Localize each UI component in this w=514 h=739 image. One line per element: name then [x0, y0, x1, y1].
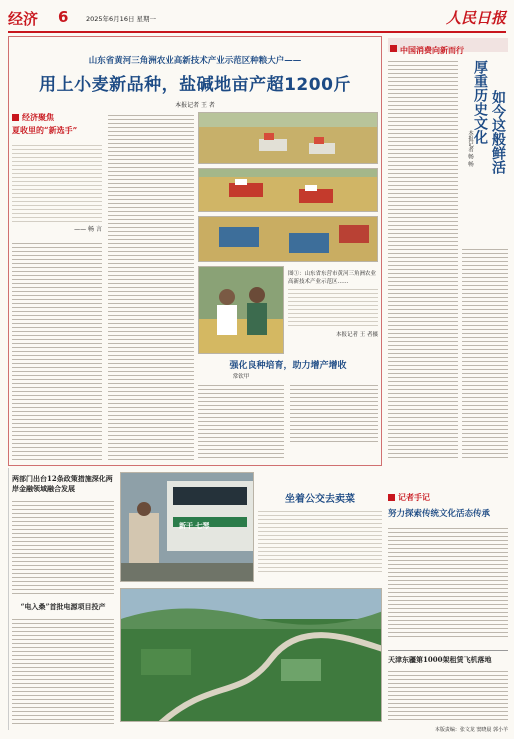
- right-column-tag: 中国消费向新而行: [388, 38, 508, 52]
- lead-body-col-4: [290, 382, 378, 442]
- brief-rule: [388, 650, 508, 651]
- square-bullet-icon: [12, 114, 19, 121]
- photo-bus-passengers: [120, 472, 254, 582]
- story2-title: “电入桑”首批电源项目投产: [20, 602, 106, 611]
- bus-route-label: 新干 七琴: [179, 521, 210, 530]
- photo-combine-harvesters: [198, 168, 378, 212]
- photo-wheat-trucks: [198, 216, 378, 262]
- photo-credit: 本报记者 王 者摄: [336, 332, 378, 338]
- reporter-notes-text: [388, 525, 508, 637]
- photo-harvest-field: [198, 112, 378, 164]
- square-bullet-icon: [388, 494, 395, 501]
- side-column-title: 夏收里的“新选手”: [12, 125, 78, 135]
- side-column-tag: 经济聚焦: [12, 112, 102, 123]
- page-number: 6: [58, 8, 69, 26]
- photo-aerial-road: [120, 588, 382, 722]
- issue-date: 2025年6月16日 星期一: [86, 15, 157, 23]
- vertical-byline: 本报记者 畅 畅: [467, 130, 473, 167]
- caption-text: [258, 508, 382, 574]
- lead-byline: 本报记者 王 者: [175, 102, 215, 109]
- story1-title: 两部门出台12条政策措施深化两岸金融领域融合发展: [12, 474, 113, 493]
- page-header: [8, 8, 506, 30]
- story1-text: [12, 498, 114, 594]
- vertical-headline-1: 厚重历史文化: [472, 60, 488, 144]
- lead-body-col-2: [108, 112, 194, 460]
- right-body-col-1: [388, 58, 458, 458]
- side-column-text: [12, 142, 102, 222]
- header-rule: [8, 31, 506, 33]
- reporter-notes: [388, 492, 508, 637]
- brief-text: [388, 668, 508, 720]
- lead-subhead-byline: 常钦甲: [232, 374, 250, 380]
- lead-body-col-3: [198, 382, 284, 460]
- lead-body-col-1: [12, 240, 102, 460]
- photo-caption: 图①：山东省东营市黄河三角洲农业高新技术产业示范区……: [288, 271, 377, 285]
- lead-headline: 用上小麦新品种，盐碱地亩产超1200斤: [39, 75, 351, 95]
- side-column-author: —— 畅 言: [74, 226, 102, 233]
- lead-kicker: 山东省黄河三角洲农业高新技术产业示范区种粮大户——: [88, 56, 302, 66]
- photo-caption-text: [288, 286, 378, 326]
- section-name: 经济: [8, 10, 39, 28]
- side-column: [12, 112, 102, 232]
- reporter-notes-tag: 记者手记: [388, 492, 508, 503]
- story2-text: [12, 616, 114, 726]
- right-body-col-2: [462, 246, 508, 458]
- lead-subhead: 强化良种培育，助力增产增收: [229, 361, 347, 371]
- caption-title: 坐着公交去卖菜: [285, 494, 355, 505]
- reporter-notes-title: 努力探索传统文化活态传承: [388, 509, 491, 519]
- brief-title: 天津东疆第1000架租赁飞机落地: [388, 655, 492, 664]
- photo-farmers-with-wheat: [198, 266, 284, 354]
- vertical-headline-2: 如今这般鲜活: [490, 90, 506, 174]
- square-bullet-icon: [390, 45, 397, 52]
- page-footer: 本版责编：张文龙 窦晓晨 郭小羊: [434, 727, 508, 733]
- right-vertical-headline: [462, 60, 508, 240]
- masthead-logo: 人民日报: [445, 9, 506, 27]
- bottom-left-rule: [8, 468, 9, 730]
